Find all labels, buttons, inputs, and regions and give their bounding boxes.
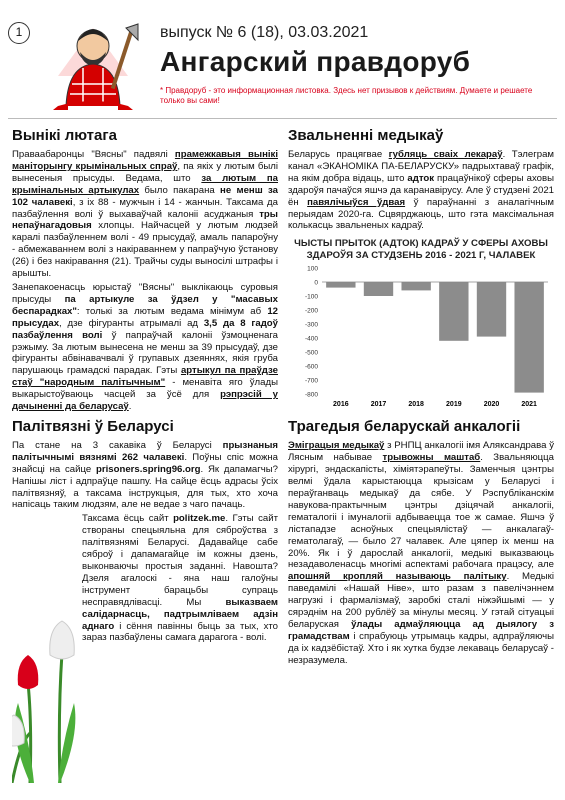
bar-2019 xyxy=(439,282,468,341)
header-divider xyxy=(8,118,557,119)
y-tick-label: 0 xyxy=(314,279,318,287)
article-paragraph: Занепакоенасць юрыстаў "Вясны" выклікаюць суровыя прысуды па артыкуле за ўдзел у "масавых беспарадках": толькі за лютым ведама мінімум аб 12 прысудах, дзе фігуранты атрымалі ад 3,5 да 8 гадоў пазбаўлення волі ў папраўчай калоніі ўзмоцненага рэжыму. За лютым вынесена не менш за 39 прысудаў, дзе фігуранты абвінавачвалі ў групавых дзеяннях, якія груба парушаюць грамадскі парадак. Гэты артыкул па праўдзе стаў "народным палітычным" - менавіта яго ўлады выкарыстоўваюць часцей за ўсё для рэпрэсій у дачыненні да беларусаў. xyxy=(12,281,278,413)
y-tick-label: -800 xyxy=(304,391,318,399)
newsletter-title: Ангарский правдоруб xyxy=(160,46,471,77)
bar-2018 xyxy=(401,282,430,290)
tulip-section xyxy=(12,513,278,644)
bar-2021 xyxy=(514,282,543,393)
tulip-illustration xyxy=(12,593,90,783)
article-paragraph: Па стане на 3 сакавіка ў Беларусі прызнаныя палітычнымі вязнямі 262 чалавекі. Поўны спіс можна знайсці на сайце prisoners.spring96.org. Як дапамагчы? Напішы ліст і адпраўце пашпу. На сайце ёсць адрасы ўсіх палітвязняў, а таксама інструкцыя, для тых, хто хоча напісаць таким людзям, але не ведае з чаго пачаць. xyxy=(12,439,278,511)
article-paragraph: Таксама ёсць сайт politzek.me. Гэты сайт створаны спецыяльна для сяброўства з палітвязнямі Беларусі. Дадавайце сабе сяброў і дапамагайце ім кожны дзень, выконваючы простыя заданні. Навошта? Дзеля агалоскі - яна наш галоўны інструмент барацьбы супраць несправядлівасці. Мы выказваем салідарнасць, падтрымліваем адзін аднаго і сёння павінны быць за тых, хто зараз пазбаўлены самага дарагога - волі. xyxy=(82,513,278,644)
prisoners-link[interactable]: prisoners.spring96.org xyxy=(96,463,201,475)
chart-block xyxy=(288,238,554,412)
chart-title: ЧЫСТЫ ПРЫТОК (АДТОК) КАДРАЎ У СФЕРЫ АХОВЫ ЗДАРОЎЯ ЗА СТУДЗЕНЬ 2016 - 2021 Г, ЧАЛАВЕК xyxy=(294,238,548,262)
y-tick-label: -700 xyxy=(304,377,318,385)
x-tick-label: 2017 xyxy=(370,401,387,409)
y-tick-label: -600 xyxy=(304,363,318,371)
y-tick-label: 100 xyxy=(307,265,318,273)
x-tick-label: 2019 xyxy=(446,401,462,409)
left-column xyxy=(12,122,278,792)
article-heading: Трагедыя беларускай анкалогіі xyxy=(288,418,521,436)
article-paragraph: Эміграцыя медыкаў з РНПЦ анкалогіі імя Аляксандрава ў Лясным набывае трывожны маштаб. Звальняюцца хірургі, эндаскапісты, хіміятэрапеўты. Заменчыя цэнтры велмі ўдала карыстаюцца крызісам у Беларусі і пераўганваць медыкаў да сябе. У Рэспубліканскім навукова-практычным цэнтры дзіцячай анкалогіі, гематалогіі і імуналогіі адбываецца тое ж самае. Яшчэ ў лістападзе асноўных спецыялістаў — анкалагаў-гематолагаў, — было 27 чалавек. Але цяпер іх менш на 20%. Як і ў дарослай анкалогіі, медыкі выказваюць незадаволенасць многімі аспектамі рабочага працэсу, але апошняй кропляй называюць палітыку. Медыкі паведамілі «Нашай Ніве», што разам з павелічэннем нагрузкі і фармалізмаў, заробкі сталі ніжэйшымі — у сярэднім на 200 рублёў за мінулы месяц. У гэтай сітуацыі беларуская ўлады адмаўляюцца ад дыялогу з грамадствам і спрабуюць утрымаць кадры, адпраўляючы да іх кадзёбістаў. Хто і як хутка будзе лекаваць беларусаў - незразумела. xyxy=(288,440,554,666)
woodcutter-logo xyxy=(38,6,148,116)
bar-chart xyxy=(288,262,554,412)
y-tick-label: -200 xyxy=(304,307,318,315)
y-tick-label: -100 xyxy=(304,293,318,301)
x-tick-label: 2018 xyxy=(408,401,424,409)
y-tick-label: -500 xyxy=(304,349,318,357)
article-paragraph: Праваабаронцы "Вясны" падвялі прамежкавыя вынікі маніторынгу крымінальных спраў, па якіх у лютым былі вынесеныя прысуды. Ведама, што за лютым па крымінальных артыкулах было пакарана не менш за 102 чалавекі, з іх 88 - мужчын і 14 - жанчын. Таксама да пазбаўлення волі ў выхаваўчай калоніі асуджаныя тры непаўнагадовыя хлопцы. Найчасцей у лютым людзей каралі пазбаўленнем волі - 49 прысудаў, амаль папароўну - абмежаваннем волі з накіраваннем у папраўчую ўстанову (26) і без накіравання (21). Трайчы суды выносілі штрафы і арышты. xyxy=(12,149,278,280)
article-heading: Звальненні медыкаў xyxy=(288,127,444,144)
disclaimer-note: * Правдоруб - это информационная листовка. Здесь нет призывов к действиям. Думаете и решаете только вы сами! xyxy=(160,86,533,105)
bar-2020 xyxy=(477,282,506,337)
bar-2016 xyxy=(326,282,355,288)
issue-info: выпуск № 6 (18), 03.03.2021 xyxy=(160,24,369,41)
article-heading: Палітвязні ў Беларусі xyxy=(12,417,174,435)
y-tick-label: -300 xyxy=(304,321,318,329)
article-heading: Вынікі лютага xyxy=(12,127,117,144)
page-number: 1 xyxy=(8,22,30,44)
article-paragraph: Беларусь працягвае губляць сваіх лекараў. Тэлеграм канал «ЭКАНОМІКА ПА-БЕЛАРУСКУ» падрыхтаваў графік, на якім добра відаць, што адток працаўнікоў сферы аховы здароўя пачаўся яшчэ да каранавірусу. Але ў студзені 2021 ён павялічыўся ўдвая ў параўнанні з аналагічным перыядам 2020-га. Сцвярджаюць, што гэта максімальная колькасць звальненых кадраў. xyxy=(288,149,554,232)
bar-2017 xyxy=(364,282,393,296)
politzek-link[interactable]: politzek.me xyxy=(173,513,226,525)
x-tick-label: 2020 xyxy=(483,401,500,409)
y-tick-label: -400 xyxy=(304,335,318,343)
right-column xyxy=(288,122,554,792)
x-tick-label: 2021 xyxy=(521,401,537,409)
x-tick-label: 2016 xyxy=(333,401,349,409)
